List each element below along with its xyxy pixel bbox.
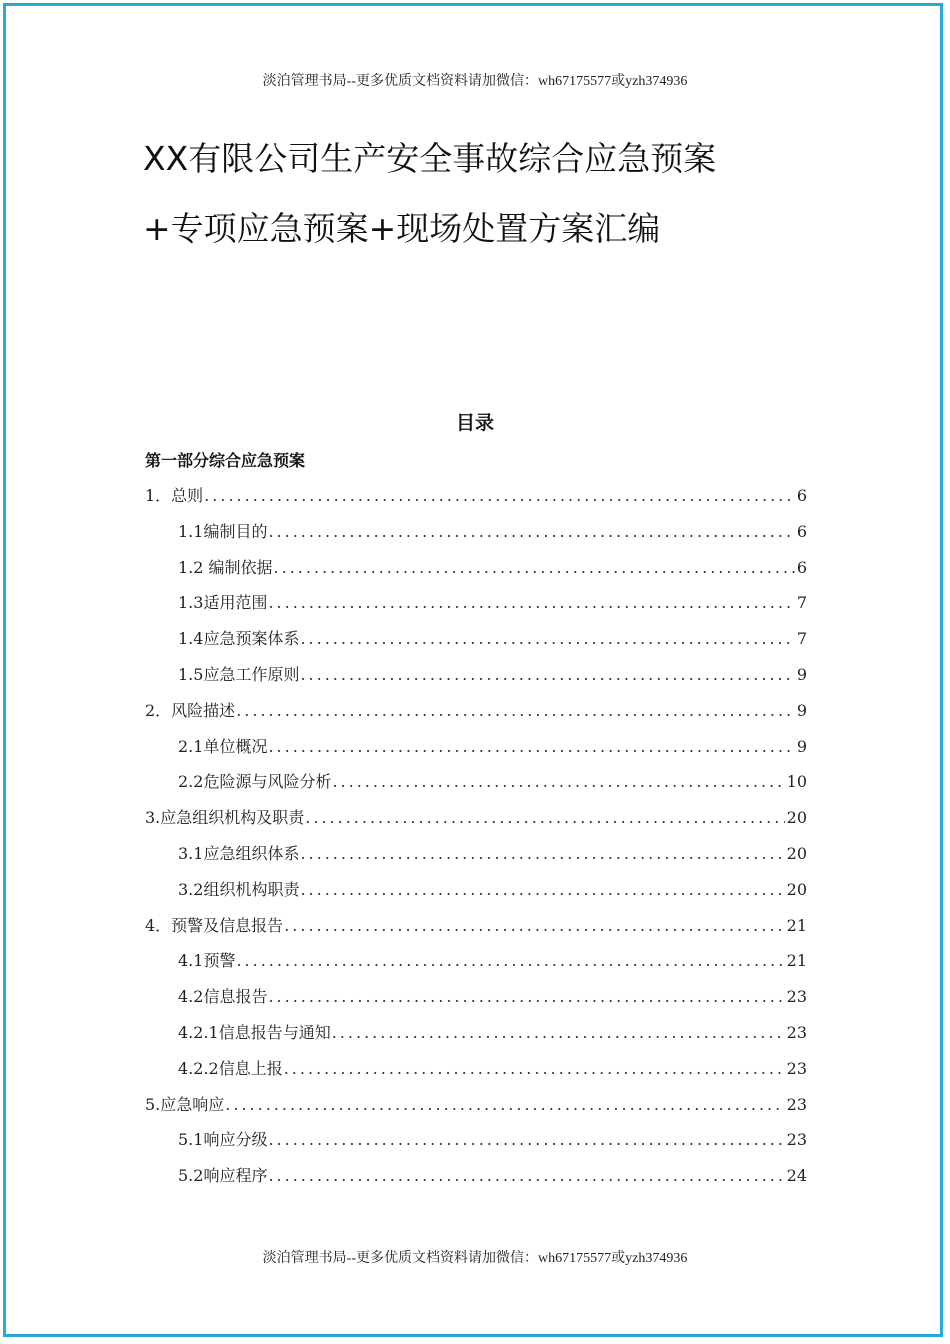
toc-leader-dots — [225, 1095, 784, 1114]
table-of-contents — [145, 483, 807, 1199]
toc-entry[interactable] — [145, 805, 807, 841]
toc-entry-label: 4.1预警 — [178, 951, 236, 971]
toc-leader-dots — [300, 880, 784, 899]
toc-leader-dots — [268, 987, 784, 1006]
toc-leader-dots — [204, 486, 795, 505]
footer-note: 淡泊管理书局--更多优质文档资料请加微信：wh67175577或yzh374936 — [262, 1251, 688, 1266]
toc-entry-page: 6 — [796, 521, 807, 541]
toc-entry[interactable] — [145, 877, 807, 913]
toc-entry-page: 10 — [786, 772, 807, 792]
toc-entry-label: 1.4应急预案体系 — [178, 629, 300, 649]
toc-entry[interactable] — [145, 841, 807, 877]
toc-entry-label: 4.2信息报告 — [178, 987, 268, 1007]
toc-entry-label: 2.2危险源与风险分析 — [178, 772, 332, 792]
toc-entry[interactable] — [145, 769, 807, 805]
toc-leader-dots — [300, 844, 784, 863]
toc-entry[interactable] — [145, 555, 807, 591]
toc-entry-page: 20 — [786, 879, 807, 899]
toc-entry[interactable] — [145, 662, 807, 698]
toc-leader-dots — [300, 665, 794, 684]
toc-leader-dots — [268, 737, 794, 756]
document-title-line-2: +专项应急预案+现场处置方案汇编 — [143, 209, 661, 248]
toc-entry-label: 3.2组织机构职责 — [178, 879, 300, 899]
toc-leader-dots — [274, 558, 795, 577]
toc-entry-page: 23 — [786, 1094, 807, 1114]
toc-entry-page: 23 — [786, 1022, 807, 1042]
toc-entry[interactable] — [145, 1056, 807, 1092]
toc-entry-label: 2．风险描述 — [145, 700, 236, 720]
toc-entry-label: 4.2.2信息上报 — [178, 1058, 283, 1078]
toc-entry-label: 5.1响应分级 — [178, 1130, 268, 1150]
toc-leader-dots — [332, 772, 784, 791]
toc-entry[interactable] — [145, 1092, 807, 1128]
toc-leader-dots — [332, 1023, 785, 1042]
toc-entry-page: 9 — [796, 700, 807, 720]
toc-entry-page: 9 — [796, 736, 807, 756]
toc-leader-dots — [305, 808, 784, 827]
toc-heading: 目录 — [455, 412, 494, 434]
toc-entry-page: 20 — [786, 843, 807, 863]
toc-entry-page: 24 — [786, 1166, 807, 1186]
toc-entry[interactable] — [145, 1020, 807, 1056]
toc-entry-page: 7 — [796, 629, 807, 649]
toc-entry-label: 1．总则 — [145, 486, 204, 505]
toc-entry[interactable] — [145, 590, 807, 626]
toc-entry-page: 21 — [786, 915, 807, 935]
toc-entry-page: 6 — [796, 486, 807, 505]
toc-leader-dots — [236, 701, 795, 720]
toc-leader-dots — [284, 916, 784, 935]
header-note: 淡泊管理书局--更多优质文档资料请加微信：wh67175577或yzh374936 — [262, 74, 688, 89]
toc-entry-label: 2.1单位概况 — [178, 736, 268, 756]
toc-entry-page: 21 — [786, 951, 807, 971]
toc-entry[interactable] — [145, 1127, 807, 1163]
toc-leader-dots — [268, 593, 794, 612]
part-title: 第一部分综合应急预案 — [145, 451, 306, 470]
toc-leader-dots — [268, 1130, 784, 1149]
toc-entry[interactable] — [145, 626, 807, 662]
toc-entry-label: 4．预警及信息报告 — [145, 915, 284, 935]
toc-leader-dots — [284, 1059, 785, 1078]
toc-entry-label: 1.3适用范围 — [178, 593, 268, 613]
toc-entry[interactable] — [145, 734, 807, 770]
toc-entry[interactable] — [145, 948, 807, 984]
toc-entry-page: 9 — [796, 664, 807, 684]
toc-entry-label: 1.2 编制依据 — [178, 557, 273, 577]
toc-entry[interactable] — [145, 519, 807, 555]
toc-entry-page: 7 — [796, 593, 807, 613]
document-title-line-1: XX有限公司生产安全事故综合应急预案 — [143, 139, 717, 178]
toc-entry-page: 23 — [786, 987, 807, 1007]
toc-entry[interactable] — [145, 984, 807, 1020]
toc-entry-label: 5.2响应程序 — [178, 1166, 268, 1186]
toc-entry-label: 3.1应急组织体系 — [178, 843, 300, 863]
toc-entry-page: 6 — [796, 557, 807, 577]
toc-entry-label: 1.1编制目的 — [178, 521, 268, 541]
toc-entry[interactable] — [145, 913, 807, 949]
toc-entry[interactable] — [145, 698, 807, 734]
toc-entry[interactable] — [145, 1163, 807, 1199]
toc-entry-label: 3.应急组织机构及职责 — [145, 808, 305, 828]
toc-entry-page: 20 — [786, 808, 807, 828]
toc-entry-page: 23 — [786, 1130, 807, 1150]
toc-leader-dots — [300, 629, 794, 648]
toc-leader-dots — [268, 1166, 784, 1185]
toc-entry-page: 23 — [786, 1058, 807, 1078]
toc-entry-label: 1.5应急工作原则 — [178, 664, 300, 684]
toc-leader-dots — [268, 522, 794, 541]
toc-entry-label: 4.2.1信息报告与通知 — [178, 1022, 331, 1042]
toc-entry-label: 5.应急响应 — [145, 1094, 225, 1114]
toc-entry[interactable] — [145, 483, 807, 519]
toc-leader-dots — [236, 951, 784, 970]
